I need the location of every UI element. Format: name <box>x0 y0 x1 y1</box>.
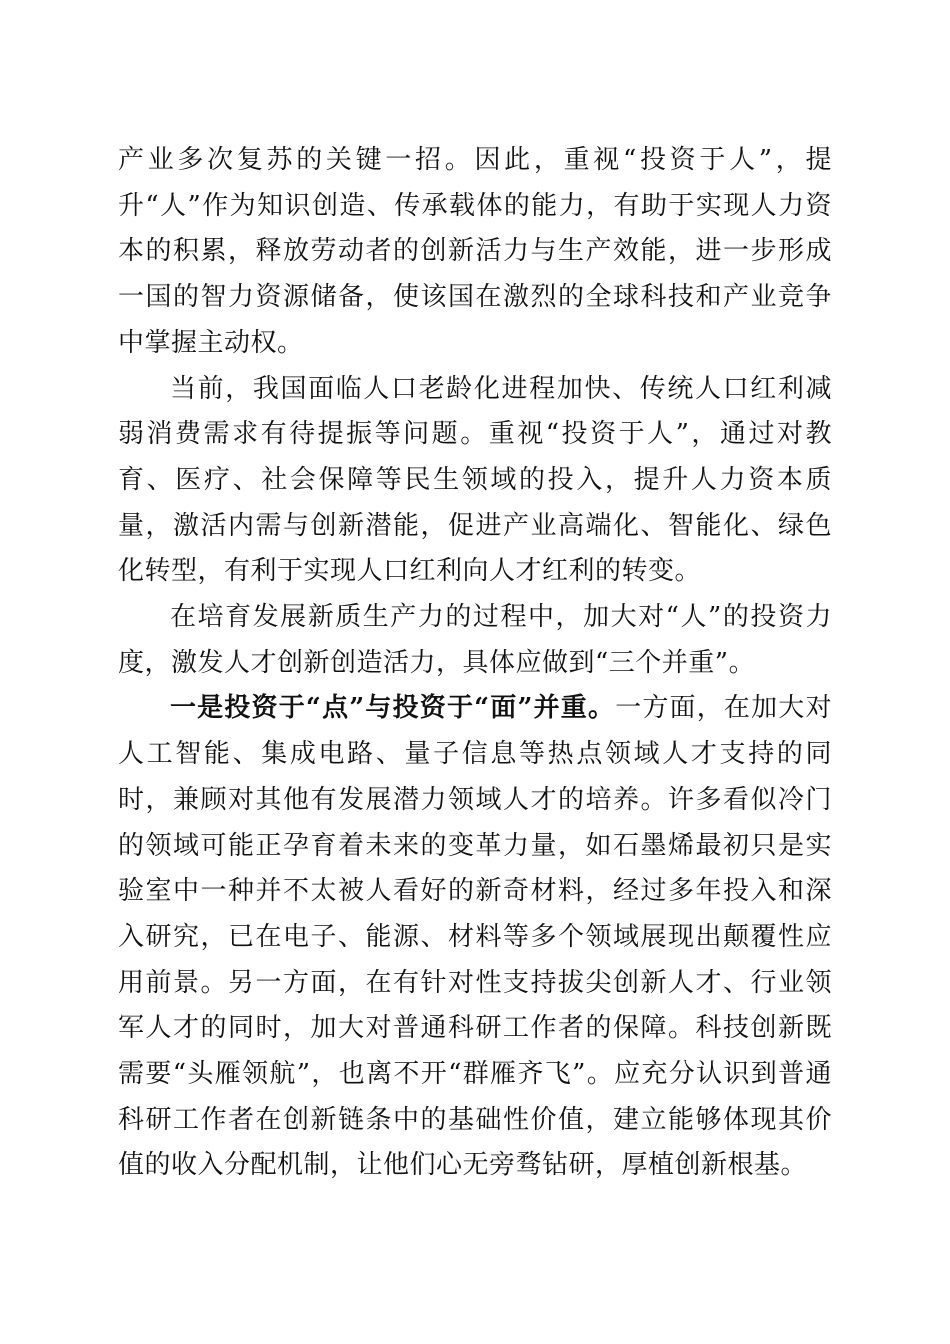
paragraph-point-and-area <box>118 686 832 1189</box>
paragraph-continuation: 产业多次复苏的关键一招。因此，重视“投资于人”，提升“人”作为知识创造、传承载体的能力，有助于实现人力资本的积累，释放劳动者的创新活力与生产效能，进一步形成一国的智力资源储备，使该国在激烈的全球科技和产业竞争中掌握主动权。 <box>118 145 832 358</box>
paragraph-lead-heading: 一是投资于“点”与投资于“面”并重。 <box>170 693 616 724</box>
paragraph-body: 一方面，在加大对人工智能、集成电路、量子信息等热点领域人才支持的同时，兼顾对其他有发展潜力领域人才的培养。许多看似冷门的领域可能正孕育着未来的变革力量，如石墨烯最初只是实验室中一种并不太被人看好的新奇材料，经过多年投入和深入研究，已在电子、能源、材料等多个领域展现出颠覆性应用前景。另一方面，在有针对性支持拔尖创新人才、行业领军人才的同时，加大对普通科研工作者的保障。科技创新既需要“头雁领航”，也离不开“群雁齐飞”。应充分认识到普通科研工作者在创新链条中的基础性价值，建立能够体现其价值的收入分配机制，让他们心无旁骛钻研，厚植创新根基。 <box>118 693 832 1181</box>
document-page <box>118 138 832 1189</box>
paragraph-three-priorities-intro: 在培育发展新质生产力的过程中，加大对“人”的投资力度，激发人才创新创造活力，具体应做到“三个并重”。 <box>118 602 832 678</box>
paragraph-demographic-context: 当前，我国面临人口老龄化进程加快、传统人口红利减弱消费需求有待提振等问题。重视“投资于人”，通过对教育、医疗、社会保障等民生领域的投入，提升人力资本质量，激活内需与创新潜能，促进产业高端化、智能化、绿色化转型，有利于实现人口红利向人才红利的转变。 <box>118 373 832 587</box>
